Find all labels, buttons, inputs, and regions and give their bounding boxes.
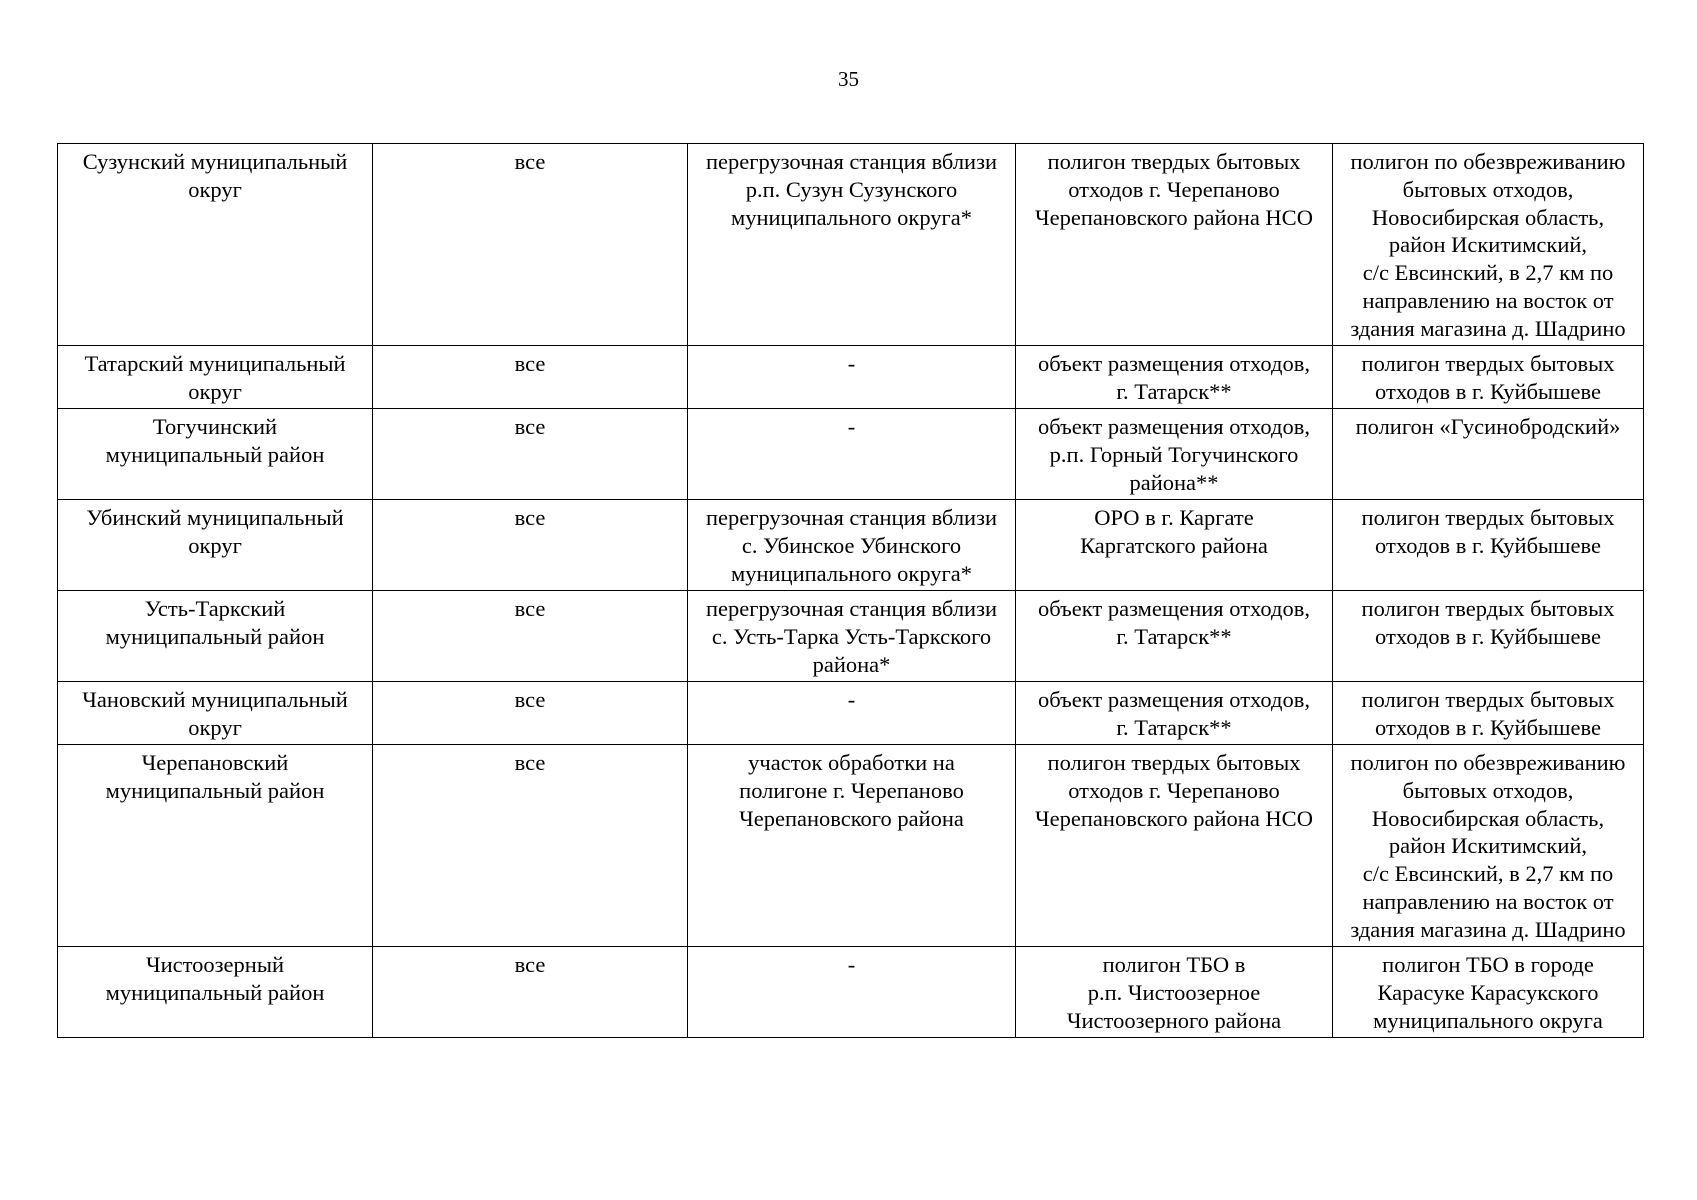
- transfer-station-cell: -: [688, 346, 1016, 409]
- transfer-station-cell: перегрузочная станция вблизи с. Убинское Убинского муниципального округа*: [688, 500, 1016, 591]
- placement-facility-cell: полигон твердых бытовых отходов г. Черепаново Черепановского района НСО: [1016, 745, 1333, 947]
- transfer-station-cell: перегрузочная станция вблизи с. Усть-Тарка Усть-Таркского района*: [688, 591, 1016, 682]
- settlements-cell: все: [373, 409, 688, 500]
- table-row: [58, 346, 1644, 409]
- table-row: [58, 745, 1644, 947]
- settlements-cell: все: [373, 591, 688, 682]
- neutralization-facility-cell: полигон ТБО в городе Карасуке Карасукского муниципального округа: [1333, 947, 1644, 1038]
- placement-facility-cell: ОРО в г. Каргате Каргатского района: [1016, 500, 1333, 591]
- district-cell: Татарский муниципальный округ: [58, 346, 373, 409]
- page-number: 35: [838, 67, 859, 91]
- table-row: [58, 144, 1644, 346]
- neutralization-facility-cell: полигон по обезвреживанию бытовых отходов, Новосибирская область, район Искитимский, с/с Евсинский, в 2,7 км по направлению на восток от здания магазина д. Шадрино: [1333, 745, 1644, 947]
- neutralization-facility-cell: полигон твердых бытовых отходов в г. Куйбышеве: [1333, 346, 1644, 409]
- neutralization-facility-cell: полигон твердых бытовых отходов в г. Куйбышеве: [1333, 591, 1644, 682]
- table-row: [58, 947, 1644, 1038]
- transfer-station-cell: -: [688, 682, 1016, 745]
- placement-facility-cell: объект размещения отходов, г. Татарск**: [1016, 346, 1333, 409]
- transfer-station-cell: -: [688, 409, 1016, 500]
- placement-facility-cell: объект размещения отходов, г. Татарск**: [1016, 682, 1333, 745]
- placement-facility-cell: объект размещения отходов, г. Татарск**: [1016, 591, 1333, 682]
- district-cell: Чановский муниципальный округ: [58, 682, 373, 745]
- district-cell: Чистоозерный муниципальный район: [58, 947, 373, 1038]
- transfer-station-cell: участок обработки на полигоне г. Черепаново Черепановского района: [688, 745, 1016, 947]
- neutralization-facility-cell: полигон «Гусинобродский»: [1333, 409, 1644, 500]
- district-cell: Сузунский муниципальный округ: [58, 144, 373, 346]
- district-cell: Черепановский муниципальный район: [58, 745, 373, 947]
- district-cell: Убинский муниципальный округ: [58, 500, 373, 591]
- district-cell: Тогучинский муниципальный район: [58, 409, 373, 500]
- table-row: [58, 682, 1644, 745]
- neutralization-facility-cell: полигон по обезвреживанию бытовых отходов, Новосибирская область, район Искитимский, с/с Евсинский, в 2,7 км по направлению на восток от здания магазина д. Шадрино: [1333, 144, 1644, 346]
- settlements-cell: все: [373, 682, 688, 745]
- settlements-cell: все: [373, 947, 688, 1038]
- settlements-cell: все: [373, 346, 688, 409]
- placement-facility-cell: полигон ТБО в р.п. Чистоозерное Чистоозерного района: [1016, 947, 1333, 1038]
- table-row: [58, 591, 1644, 682]
- settlements-cell: все: [373, 745, 688, 947]
- neutralization-facility-cell: полигон твердых бытовых отходов в г. Куйбышеве: [1333, 500, 1644, 591]
- placement-facility-cell: объект размещения отходов, р.п. Горный Тогучинского района**: [1016, 409, 1333, 500]
- transfer-station-cell: -: [688, 947, 1016, 1038]
- settlements-cell: все: [373, 144, 688, 346]
- table-row: [58, 500, 1644, 591]
- table-row: [58, 409, 1644, 500]
- district-cell: Усть-Таркский муниципальный район: [58, 591, 373, 682]
- neutralization-facility-cell: полигон твердых бытовых отходов в г. Куйбышеве: [1333, 682, 1644, 745]
- settlements-cell: все: [373, 500, 688, 591]
- waste-routes-table: [57, 143, 1644, 1038]
- transfer-station-cell: перегрузочная станция вблизи р.п. Сузун Сузунского муниципального округа*: [688, 144, 1016, 346]
- placement-facility-cell: полигон твердых бытовых отходов г. Черепаново Черепановского района НСО: [1016, 144, 1333, 346]
